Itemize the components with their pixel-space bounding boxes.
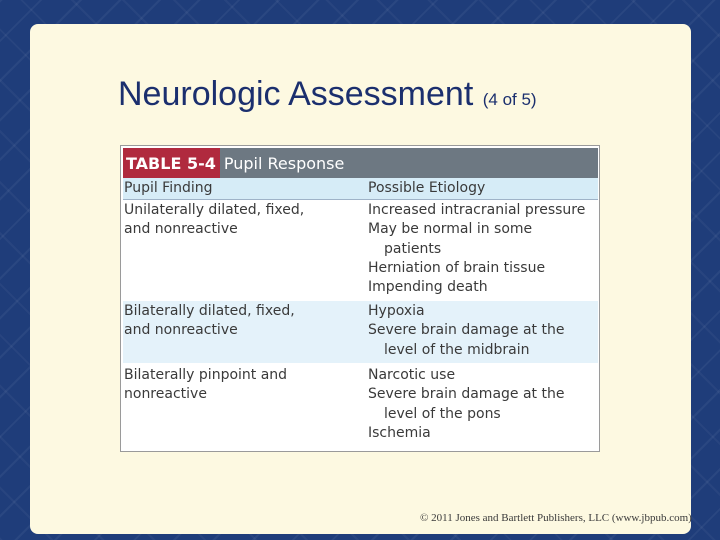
cell-line: Hypoxia xyxy=(368,303,425,319)
column-header-pupil-finding: Pupil Finding xyxy=(124,180,213,196)
cell-line: Herniation of brain tissue xyxy=(368,259,546,276)
cell-line: Increased intracranial pressure xyxy=(368,202,586,218)
cell-line: Impending death xyxy=(368,279,488,296)
possible-etiology-cell xyxy=(368,302,598,360)
table-title: Pupil Response xyxy=(223,153,345,173)
slide-title-text: Neurologic Assessment xyxy=(118,75,474,113)
cell-line: patients xyxy=(384,240,442,257)
cell-line: Severe brain damage at the xyxy=(368,386,565,403)
column-header-row xyxy=(123,178,598,200)
copyright-footer: © 2011 Jones and Bartlett Publishers, LLC (www.jbpub.com) xyxy=(420,512,692,524)
pupil-finding-cell xyxy=(124,366,354,405)
table-row xyxy=(123,301,598,363)
possible-etiology-cell xyxy=(368,366,598,443)
table-number: TABLE 5-4 xyxy=(123,148,220,178)
slide-subtitle: (4 of 5) xyxy=(482,90,537,109)
cell-line: Narcotic use xyxy=(368,367,456,383)
cell-line: Bilaterally pinpoint and xyxy=(124,367,288,383)
pupil-response-table xyxy=(120,145,600,452)
table-header xyxy=(123,148,598,178)
cell-line: level of the pons xyxy=(384,405,501,422)
slide-title xyxy=(118,74,537,120)
pupil-finding-cell xyxy=(124,302,354,341)
cell-line: Unilaterally dilated, fixed, xyxy=(124,202,305,218)
possible-etiology-cell xyxy=(368,201,598,297)
cell-line: nonreactive xyxy=(124,386,207,403)
table-row xyxy=(123,200,598,301)
cell-line: and nonreactive xyxy=(124,322,238,339)
cell-line: and nonreactive xyxy=(124,221,238,238)
cell-line: level of the midbrain xyxy=(384,341,530,358)
cell-line: Ischemia xyxy=(368,424,431,441)
table-row xyxy=(123,365,598,449)
pupil-finding-cell xyxy=(124,201,354,240)
cell-line: Bilaterally dilated, fixed, xyxy=(124,303,295,319)
cell-line: Severe brain damage at the xyxy=(368,322,565,339)
cell-line: May be normal in some xyxy=(368,221,533,238)
column-header-possible-etiology: Possible Etiology xyxy=(368,180,486,196)
